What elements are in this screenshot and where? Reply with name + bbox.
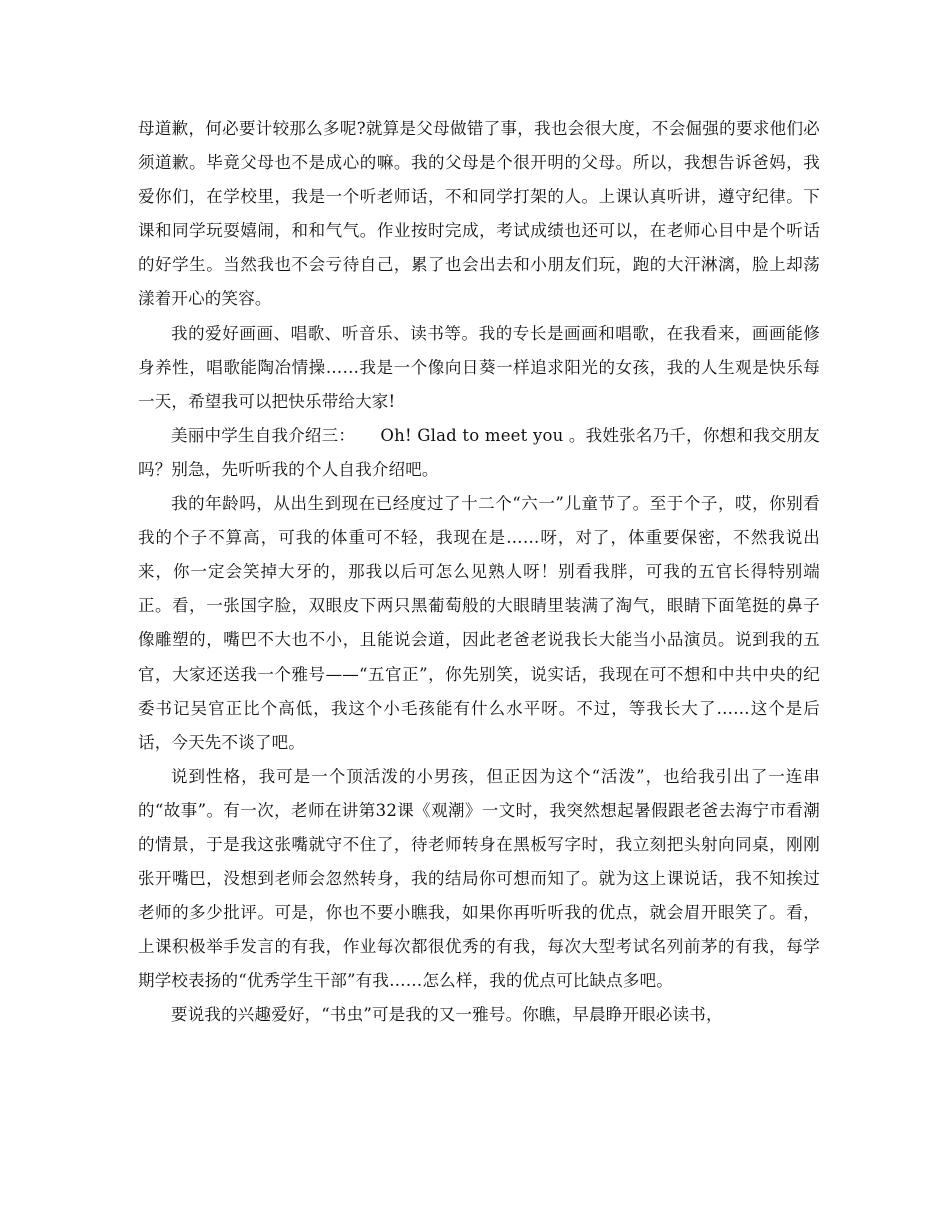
paragraph-4: 我的年龄吗，从出生到现在已经度过了十二个“六一”儿童节了。至于个子，哎，你别看我的个子不算高，可我的体重可不轻，我现在是……呀，对了，体重要保密，不然我说出来，你一定会笑掉大牙的，那我以后可怎么见熟人呀！别看我胖，可我的五官长得特别端正。看，一张国字脸，双眼皮下两只黑葡萄般的大眼睛里装满了淘气，眼睛下面笔挺的鼻子像雕塑的，嘴巴不大也不小，且能说会道，因此老爸老说我长大能当小品演员。说到我的五官，大家还送我一个雅号——“五官正”，你先别笑，说实话，我现在可不想和中共中央的纪委书记吴官正比个高低，我这个小毛孩能有什么水平呀。不过，等我长大了……这个是后话，今天先不谈了吧。 (138, 494, 820, 752)
paragraph-5: 说到性格，我可是一个顶活泼的小男孩，但正因为这个“活泼”，也给我引出了一连串的“故事”。有一次，老师在讲第32课《观潮》一文时，我突然想起暑假跟老爸去海宁市看潮的情景，于是我这张嘴就守不住了，待老师转身在黑板写字时，我立刻把头射向同桌，刚刚张开嘴巴，没想到老师会忽然转身，我的结局你可想而知了。就为这上课说话，我不知挨过老师的多少批评。可是，你也不要小瞧我，如果你再听听我的优点，就会眉开眼笑了。看，上课积极举手发言的有我，作业每次都很优秀的有我，每次大型考试名列前茅的有我，每学期学校表扬的“优秀学生干部”有我……怎么样，我的优点可比缺点多吧。 (138, 766, 820, 991)
paragraph-3: 美丽中学生自我介绍三： Oh! Glad to meet you 。我姓张名乃千，你想和我交朋友吗？别急，先听听我的个人自我介绍吧。 (138, 425, 820, 479)
paragraph-2: 我的爱好画画、唱歌、听音乐、读书等。我的专长是画画和唱歌，在我看来，画画能修身养性，唱歌能陶冶情操……我是一个像向日葵一样追求阳光的女孩，我的人生观是快乐每一天，希望我可以把快乐带给大家! (138, 323, 820, 411)
document-body (138, 112, 820, 1033)
paragraph-6: 要说我的兴趣爱好，“书虫”可是我的又一雅号。你瞧，早晨睁开眼必读书， (171, 1005, 723, 1025)
paragraph-1: 母道歉，何必要计较那么多呢?就算是父母做错了事，我也会很大度，不会倔强的要求他们必须道歉。毕竟父母也不是成心的嘛。我的父母是个很开明的父母。所以，我想告诉爸妈，我爱你们，在学校里，我是一个听老师话，不和同学打架的人。上课认真听讲，遵守纪律。下课和同学玩耍嬉闹，和和气气。作业按时完成，考试成绩也还可以，在老师心目中是个听话的好学生。当然我也不会亏待自己，累了也会出去和小朋友们玩，跑的大汗淋漓，脸上却荡漾着开心的笑容。 (138, 119, 820, 309)
